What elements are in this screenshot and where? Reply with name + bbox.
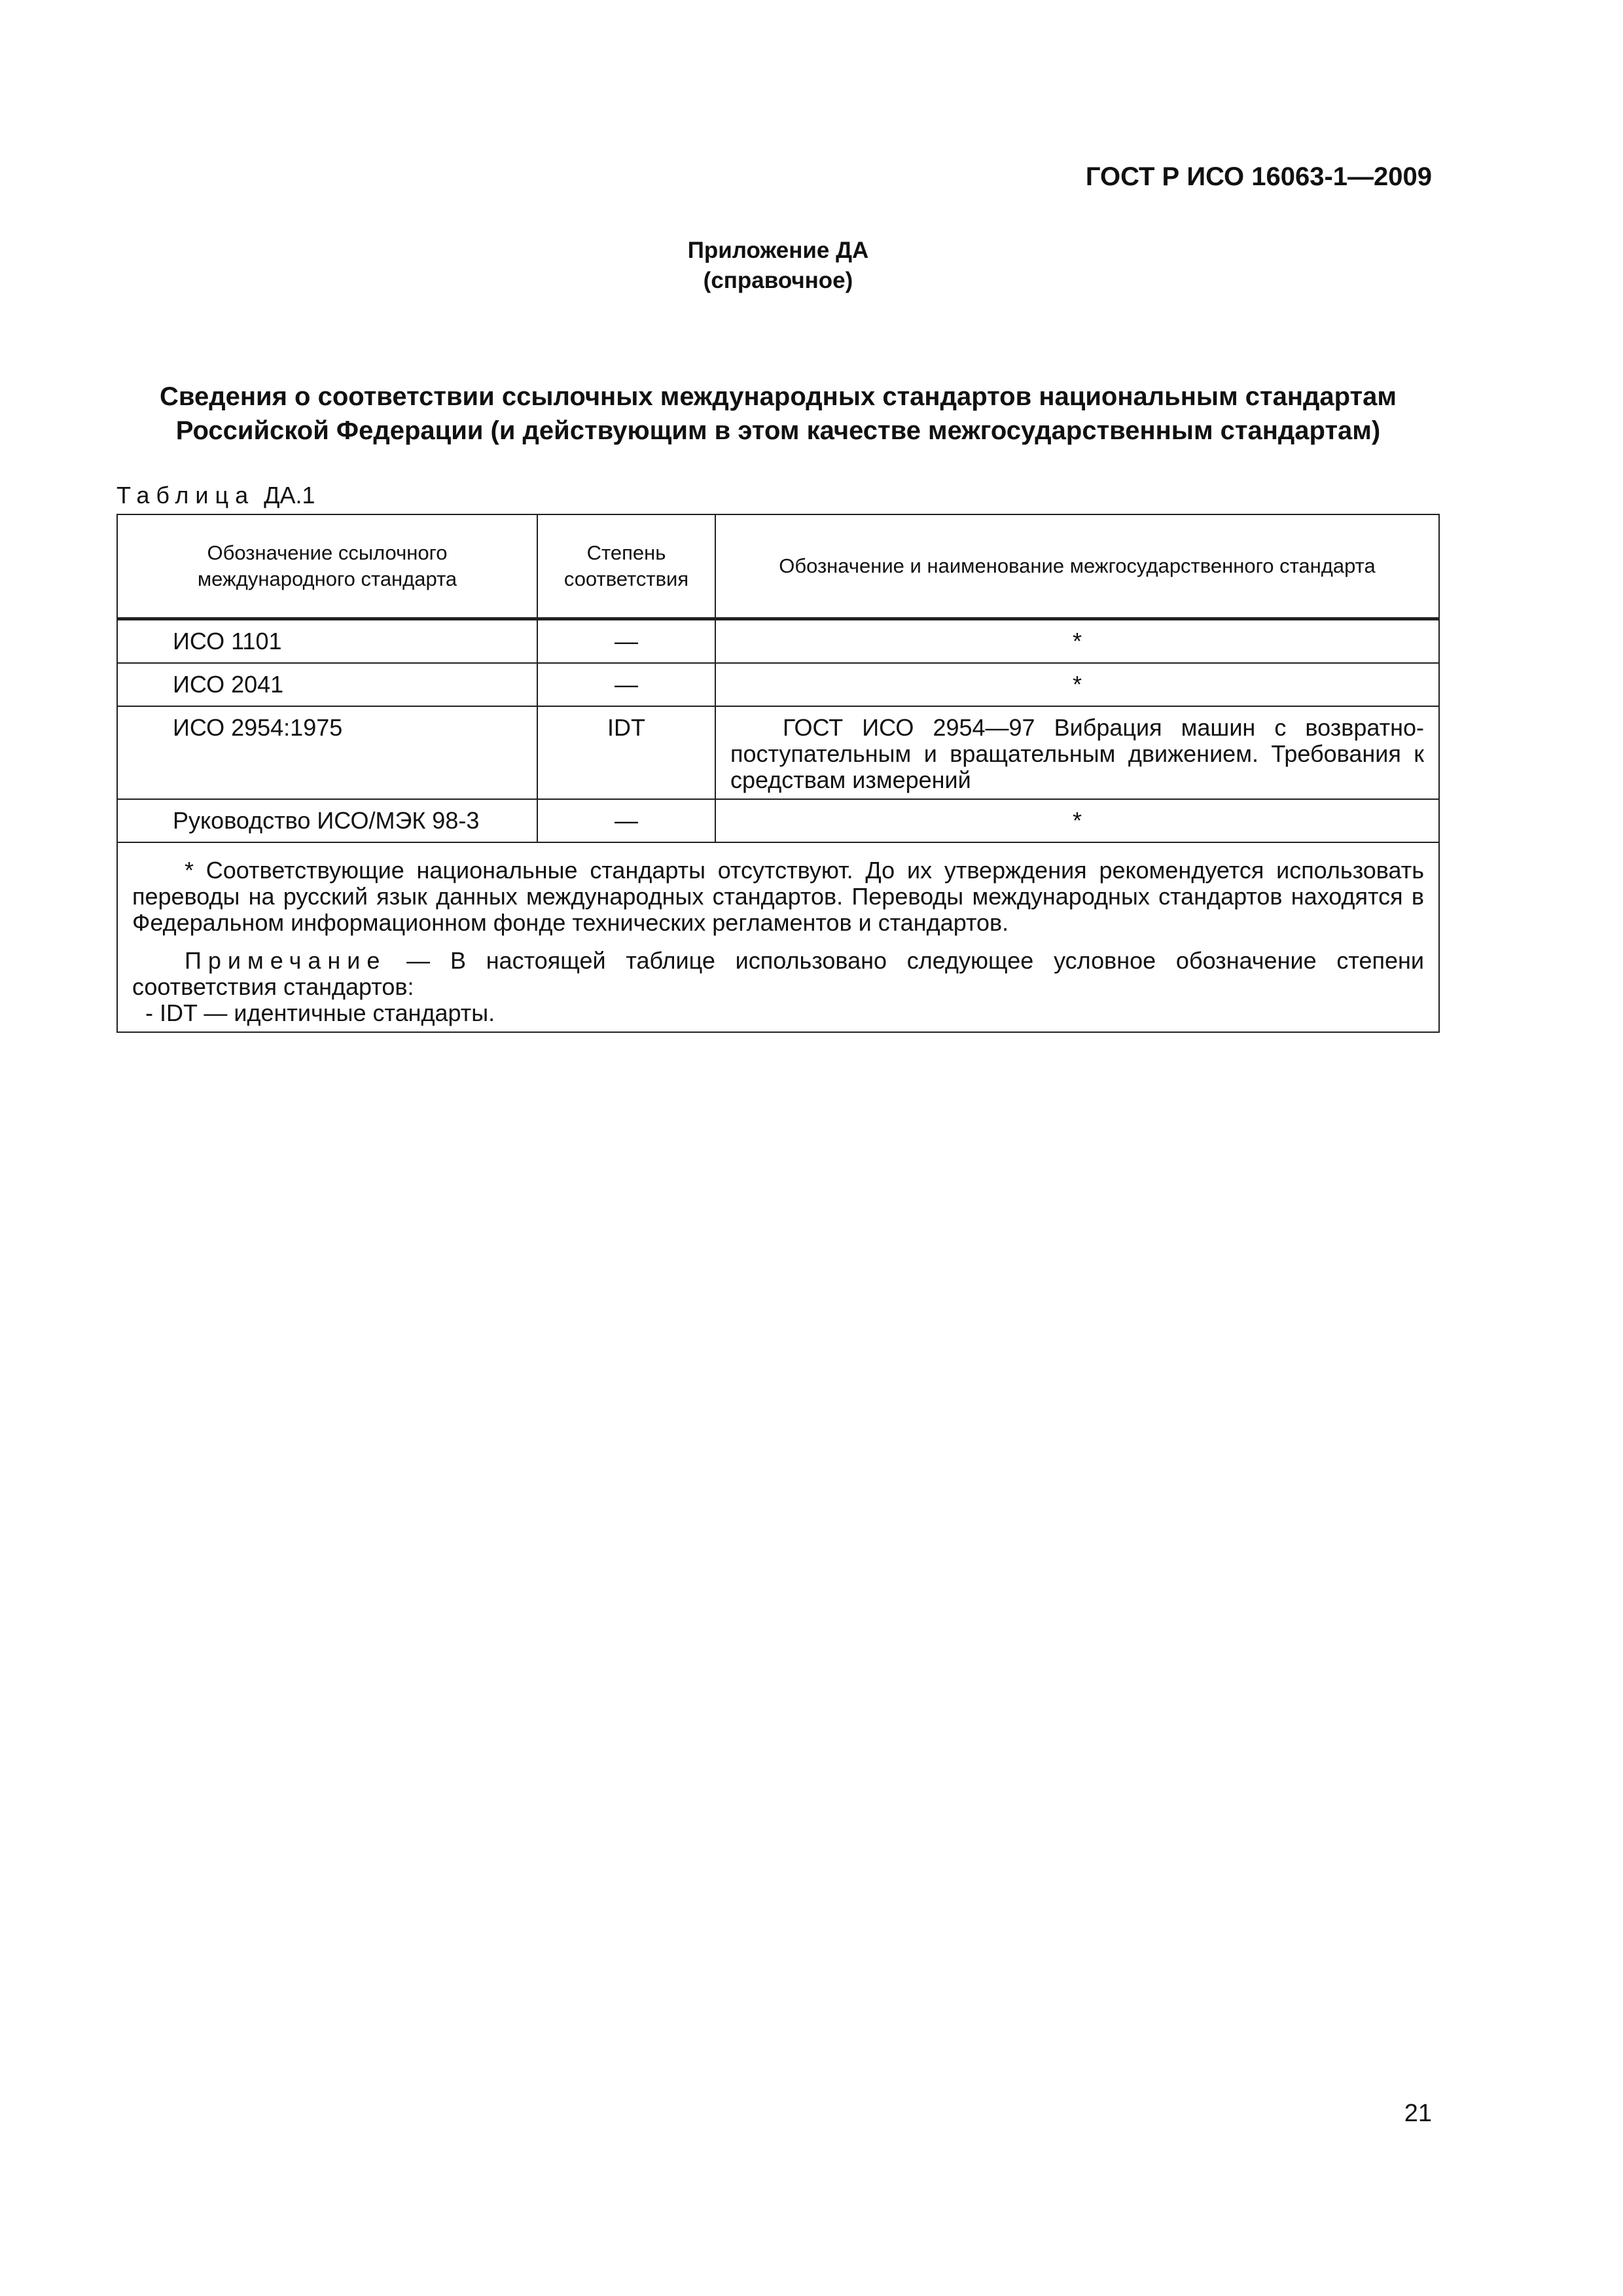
table-footnote: * Соответствующие национальные стандарты отсутствуют. До их утверждения рекомендуется использовать переводы на русский язык данных международных стандартов. Переводы международных стандартов находятся в Федеральном информационном фонде технических регламентов и стандартов. (132, 857, 1424, 936)
column-header-national: Обозначение и наименование межгосударственного стандарта (715, 514, 1439, 619)
table-note (132, 948, 1424, 1000)
note-item: - IDT — идентичные стандарты. (145, 999, 495, 1026)
cell-ref: ИСО 1101 (117, 619, 537, 664)
column-header-degree: Степень соответствия (537, 514, 715, 619)
table-header-row (117, 514, 1439, 619)
cell-national: * (715, 799, 1439, 842)
appendix-heading (0, 236, 1556, 296)
section-title-line-2: Российской Федерации (и действующим в этом качестве межгосударственным стандартам) (175, 416, 1381, 445)
correspondence-table (116, 514, 1440, 1033)
cell-degree: — (537, 619, 715, 664)
appendix-subtitle: (справочное) (703, 268, 853, 293)
cell-national: * (715, 663, 1439, 706)
appendix-title: Приложение ДА (687, 238, 869, 263)
table-label-word: Таблица (116, 482, 255, 509)
table-label (116, 482, 315, 509)
table-footer (117, 842, 1439, 1032)
cell-degree: — (537, 663, 715, 706)
cell-ref: Руководство ИСО/МЭК 98-3 (117, 799, 537, 842)
cell-national: * (715, 619, 1439, 664)
table-row (117, 706, 1439, 799)
table-footer-row (117, 842, 1439, 1032)
note-label: Примечание (185, 947, 387, 974)
column-header-ref: Обозначение ссылочного международного стандарта (117, 514, 537, 619)
table-label-number: ДА.1 (264, 482, 315, 509)
cell-national: ГОСТ ИСО 2954—97 Вибрация машин с возвратно-поступательным и вращательным движением. Требования к средствам измерений (715, 706, 1439, 799)
table-row (117, 799, 1439, 842)
table-row (117, 619, 1439, 664)
table-row (117, 663, 1439, 706)
section-title (0, 380, 1556, 448)
page-number: 21 (1404, 2100, 1432, 2127)
section-title-line-1: Сведения о соответствии ссылочных международных стандартов национальным стандартам (160, 382, 1397, 411)
cell-degree: — (537, 799, 715, 842)
cell-ref: ИСО 2041 (117, 663, 537, 706)
standard-number: ГОСТ Р ИСО 16063-1—2009 (1085, 162, 1432, 191)
cell-ref: ИСО 2954:1975 (117, 706, 537, 799)
note-text: — В настоящей таблице использовано следующее условное обозначение степени соответствия стандартов: (132, 947, 1424, 1000)
cell-degree: IDT (537, 706, 715, 799)
